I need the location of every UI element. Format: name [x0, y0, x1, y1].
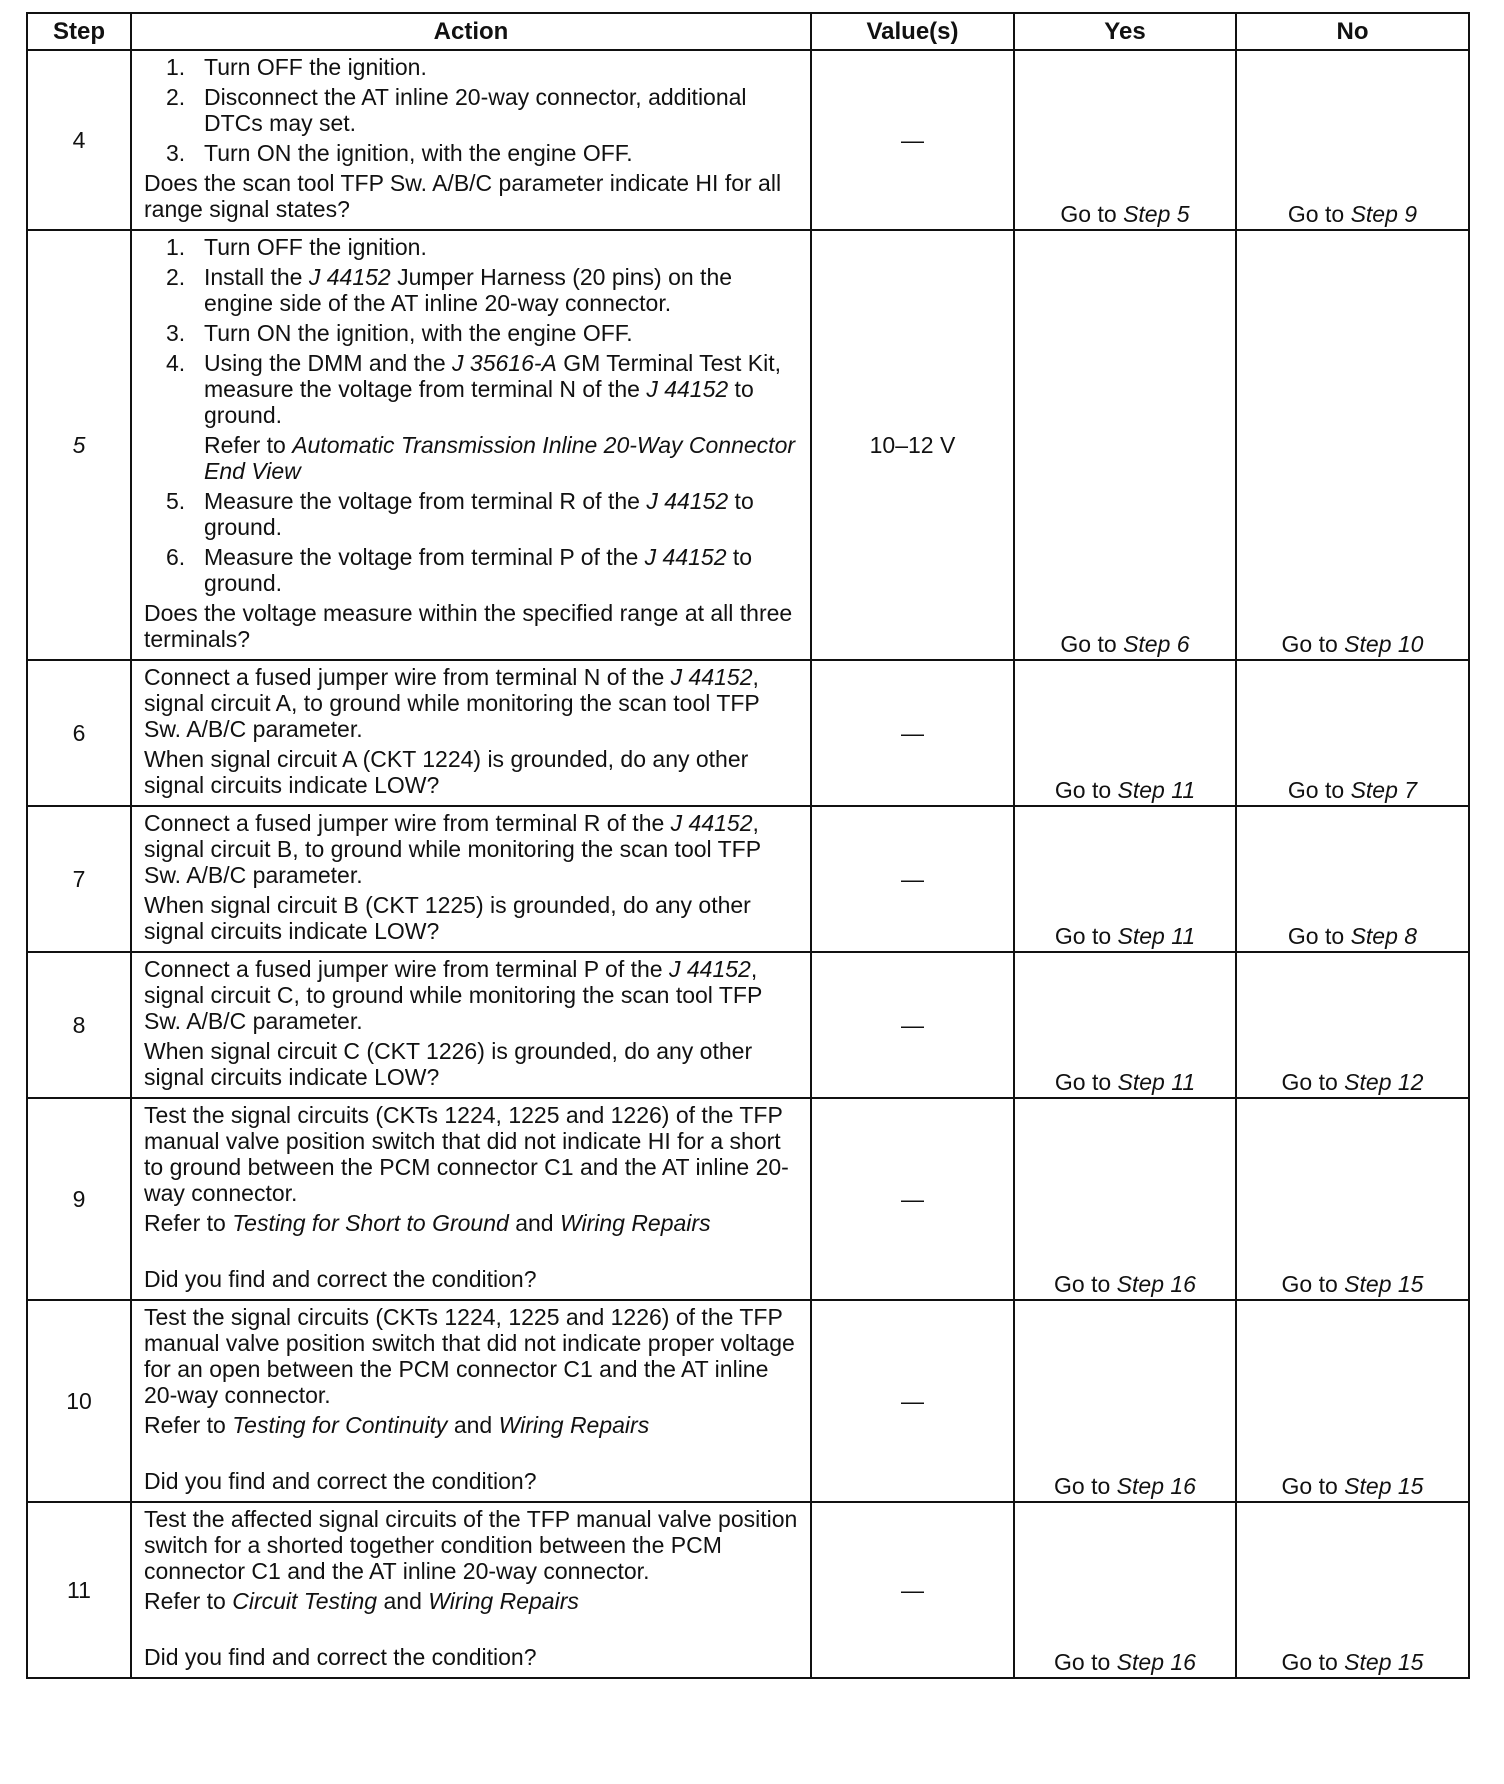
yes-step-link[interactable]: Step 11 — [1117, 1069, 1196, 1095]
list-item: 3. Turn ON the ignition, with the engine OFF. — [166, 140, 633, 166]
no-cell: Go to Step 10 — [1236, 230, 1469, 660]
yes-step-link[interactable]: Step 5 — [1123, 201, 1190, 227]
value-cell: 10–12 V — [811, 230, 1014, 660]
value-cell: — — [811, 1300, 1014, 1502]
no-step-link[interactable]: Step 15 — [1344, 1473, 1424, 1499]
refer-link[interactable]: Automatic Transmission Inline 20-Way Connector End View — [204, 432, 796, 484]
tool-reference: J 44152 — [308, 264, 391, 290]
question-text: Does the voltage measure within the specified range at all three terminals? — [144, 600, 793, 652]
step-number: 5 — [27, 230, 131, 660]
no-cell: Go to Step 12 — [1236, 952, 1469, 1098]
refer-link[interactable]: Testing for Continuity — [232, 1412, 448, 1438]
header-values: Value(s) — [811, 13, 1014, 50]
question-text: Did you find and correct the condition? — [144, 1644, 537, 1670]
step-number: 4 — [27, 50, 131, 230]
refer-line: Refer to Circuit Testing and Wiring Repairs — [144, 1588, 579, 1614]
question-text: Did you find and correct the condition? — [144, 1266, 537, 1292]
no-cell: Go to Step 15 — [1236, 1098, 1469, 1300]
instruction-text: Test the affected signal circuits of the TFP manual valve position switch for a shorted together condition between the PCM connector C1 and the AT inline 20-way connector. — [144, 1506, 798, 1584]
refer-link[interactable]: Circuit Testing — [232, 1588, 378, 1614]
list-item: 3. Turn ON the ignition, with the engine OFF. — [166, 320, 633, 346]
value-cell: — — [811, 50, 1014, 230]
no-cell: Go to Step 9 — [1236, 50, 1469, 230]
action-cell — [131, 230, 811, 660]
no-step-link[interactable]: Step 12 — [1344, 1069, 1424, 1095]
table-row-step-6 — [27, 660, 1469, 806]
table-row-step-11 — [27, 1502, 1469, 1678]
action-steps-list — [144, 54, 802, 166]
action-cell — [131, 1300, 811, 1502]
diagnostic-table-page — [26, 12, 1468, 1679]
yes-cell: Go to Step 16 — [1014, 1098, 1236, 1300]
table-row-step-10 — [27, 1300, 1469, 1502]
question-text: When signal circuit C (CKT 1226) is grounded, do any other signal circuits indicate LOW? — [144, 1038, 753, 1090]
instruction-text: Test the signal circuits (CKTs 1224, 1225 and 1226) of the TFP manual valve position switch that did not indicate HI for a short to ground between the PCM connector C1 and the AT inline 20-way connector. — [144, 1102, 789, 1206]
instruction-text: Test the signal circuits (CKTs 1224, 1225 and 1226) of the TFP manual valve position switch that did not indicate proper voltage for an open between the PCM connector C1 and the AT inline 20-way connector. — [144, 1304, 795, 1408]
table-row-step-9 — [27, 1098, 1469, 1300]
table-row-step-7 — [27, 806, 1469, 952]
value-cell: — — [811, 806, 1014, 952]
tool-reference: J 44152 — [646, 376, 729, 402]
list-item: 1. Turn OFF the ignition. — [166, 54, 427, 80]
refer-link[interactable]: Testing for Short to Ground — [232, 1210, 509, 1236]
refer-line: Refer to Automatic Transmission Inline 20-Way Connector End View — [204, 432, 796, 484]
question-text: When signal circuit B (CKT 1225) is grounded, do any other signal circuits indicate LOW? — [144, 892, 751, 944]
no-step-link[interactable]: Step 10 — [1344, 631, 1424, 657]
list-item: 5. Measure the voltage from terminal R of the J 44152 to ground. — [166, 488, 754, 540]
action-cell — [131, 660, 811, 806]
action-cell — [131, 952, 811, 1098]
yes-step-link[interactable]: Step 11 — [1117, 923, 1196, 949]
diagnostic-table — [26, 12, 1470, 1679]
list-item: 2. Install the J 44152 Jumper Harness (20 pins) on the engine side of the AT inline 20-way connector. — [166, 264, 733, 316]
question-text: Did you find and correct the condition? — [144, 1468, 537, 1494]
list-item: 2. Disconnect the AT inline 20-way connector, additional DTCs may set. — [166, 84, 747, 136]
action-cell — [131, 806, 811, 952]
list-item: 4. Using the DMM and the J 35616-A GM Terminal Test Kit, measure the voltage from terminal N of the J 44152 to ground. Refer to Automatic Transmission Inline 20-Way Connector End View — [144, 350, 802, 484]
instruction-text: Connect a fused jumper wire from terminal P of the J 44152, signal circuit C, to ground while monitoring the scan tool TFP Sw. A/B/C parameter. — [144, 956, 762, 1034]
step-number: 9 — [27, 1098, 131, 1300]
yes-step-link[interactable]: Step 6 — [1123, 631, 1190, 657]
header-action: Action — [131, 13, 811, 50]
tool-reference: J 44152 — [670, 664, 753, 690]
yes-cell: Go to Step 16 — [1014, 1502, 1236, 1678]
no-step-link[interactable]: Step 8 — [1350, 923, 1418, 949]
action-cell — [131, 1502, 811, 1678]
step-number: 10 — [27, 1300, 131, 1502]
tool-reference: J 44152 — [646, 488, 729, 514]
no-cell: Go to Step 15 — [1236, 1502, 1469, 1678]
question-text: Does the scan tool TFP Sw. A/B/C parameter indicate HI for all range signal states? — [144, 170, 782, 222]
tool-reference: J 44152 — [670, 810, 753, 836]
step-number: 8 — [27, 952, 131, 1098]
step-number: 6 — [27, 660, 131, 806]
yes-cell: Go to Step 11 — [1014, 660, 1236, 806]
step-number: 7 — [27, 806, 131, 952]
value-cell: — — [811, 1502, 1014, 1678]
yes-step-link[interactable]: Step 11 — [1117, 777, 1196, 803]
yes-step-link[interactable]: Step 16 — [1116, 1473, 1196, 1499]
instruction-text: Connect a fused jumper wire from terminal N of the J 44152, signal circuit A, to ground while monitoring the scan tool TFP Sw. A/B/C parameter. — [144, 664, 760, 742]
header-yes: Yes — [1014, 13, 1236, 50]
instruction-text: Connect a fused jumper wire from terminal R of the J 44152, signal circuit B, to ground while monitoring the scan tool TFP Sw. A/B/C parameter. — [144, 810, 761, 888]
step-number: 11 — [27, 1502, 131, 1678]
list-item: 6. Measure the voltage from terminal P of the J 44152 to ground. — [166, 544, 753, 596]
tool-reference: J 44152 — [644, 544, 727, 570]
yes-step-link[interactable]: Step 16 — [1116, 1271, 1196, 1297]
table-row-step-5 — [27, 230, 1469, 660]
yes-cell: Go to Step 5 — [1014, 50, 1236, 230]
yes-cell: Go to Step 16 — [1014, 1300, 1236, 1502]
table-row-step-4 — [27, 50, 1469, 230]
no-step-link[interactable]: Step 15 — [1344, 1271, 1424, 1297]
refer-link[interactable]: Wiring Repairs — [559, 1210, 711, 1236]
value-cell: — — [811, 952, 1014, 1098]
no-step-link[interactable]: Step 9 — [1350, 201, 1418, 227]
refer-link[interactable]: Wiring Repairs — [498, 1412, 650, 1438]
action-cell — [131, 1098, 811, 1300]
action-cell — [131, 50, 811, 230]
tool-reference: J 35616-A — [452, 350, 557, 376]
yes-cell: Go to Step 6 — [1014, 230, 1236, 660]
question-text: When signal circuit A (CKT 1224) is grounded, do any other signal circuits indicate LOW? — [144, 746, 749, 798]
header-row — [27, 13, 1469, 50]
refer-link[interactable]: Wiring Repairs — [428, 1588, 579, 1614]
table-row-step-8 — [27, 952, 1469, 1098]
yes-step-link[interactable]: Step 16 — [1116, 1649, 1196, 1675]
header-step: Step — [27, 13, 131, 50]
no-cell: Go to Step 8 — [1236, 806, 1469, 952]
no-cell: Go to Step 15 — [1236, 1300, 1469, 1502]
no-cell: Go to Step 7 — [1236, 660, 1469, 806]
refer-line: Refer to Testing for Continuity and Wiring Repairs — [144, 1412, 650, 1438]
refer-line: Refer to Testing for Short to Ground and Wiring Repairs — [144, 1210, 711, 1236]
value-cell: — — [811, 1098, 1014, 1300]
tool-reference: J 44152 — [668, 956, 751, 982]
value-cell: — — [811, 660, 1014, 806]
yes-cell: Go to Step 11 — [1014, 952, 1236, 1098]
list-item: 1. Turn OFF the ignition. — [166, 234, 427, 260]
header-no: No — [1236, 13, 1469, 50]
yes-cell: Go to Step 11 — [1014, 806, 1236, 952]
no-step-link[interactable]: Step 15 — [1344, 1649, 1424, 1675]
no-step-link[interactable]: Step 7 — [1350, 777, 1418, 803]
action-steps-list — [144, 234, 802, 596]
